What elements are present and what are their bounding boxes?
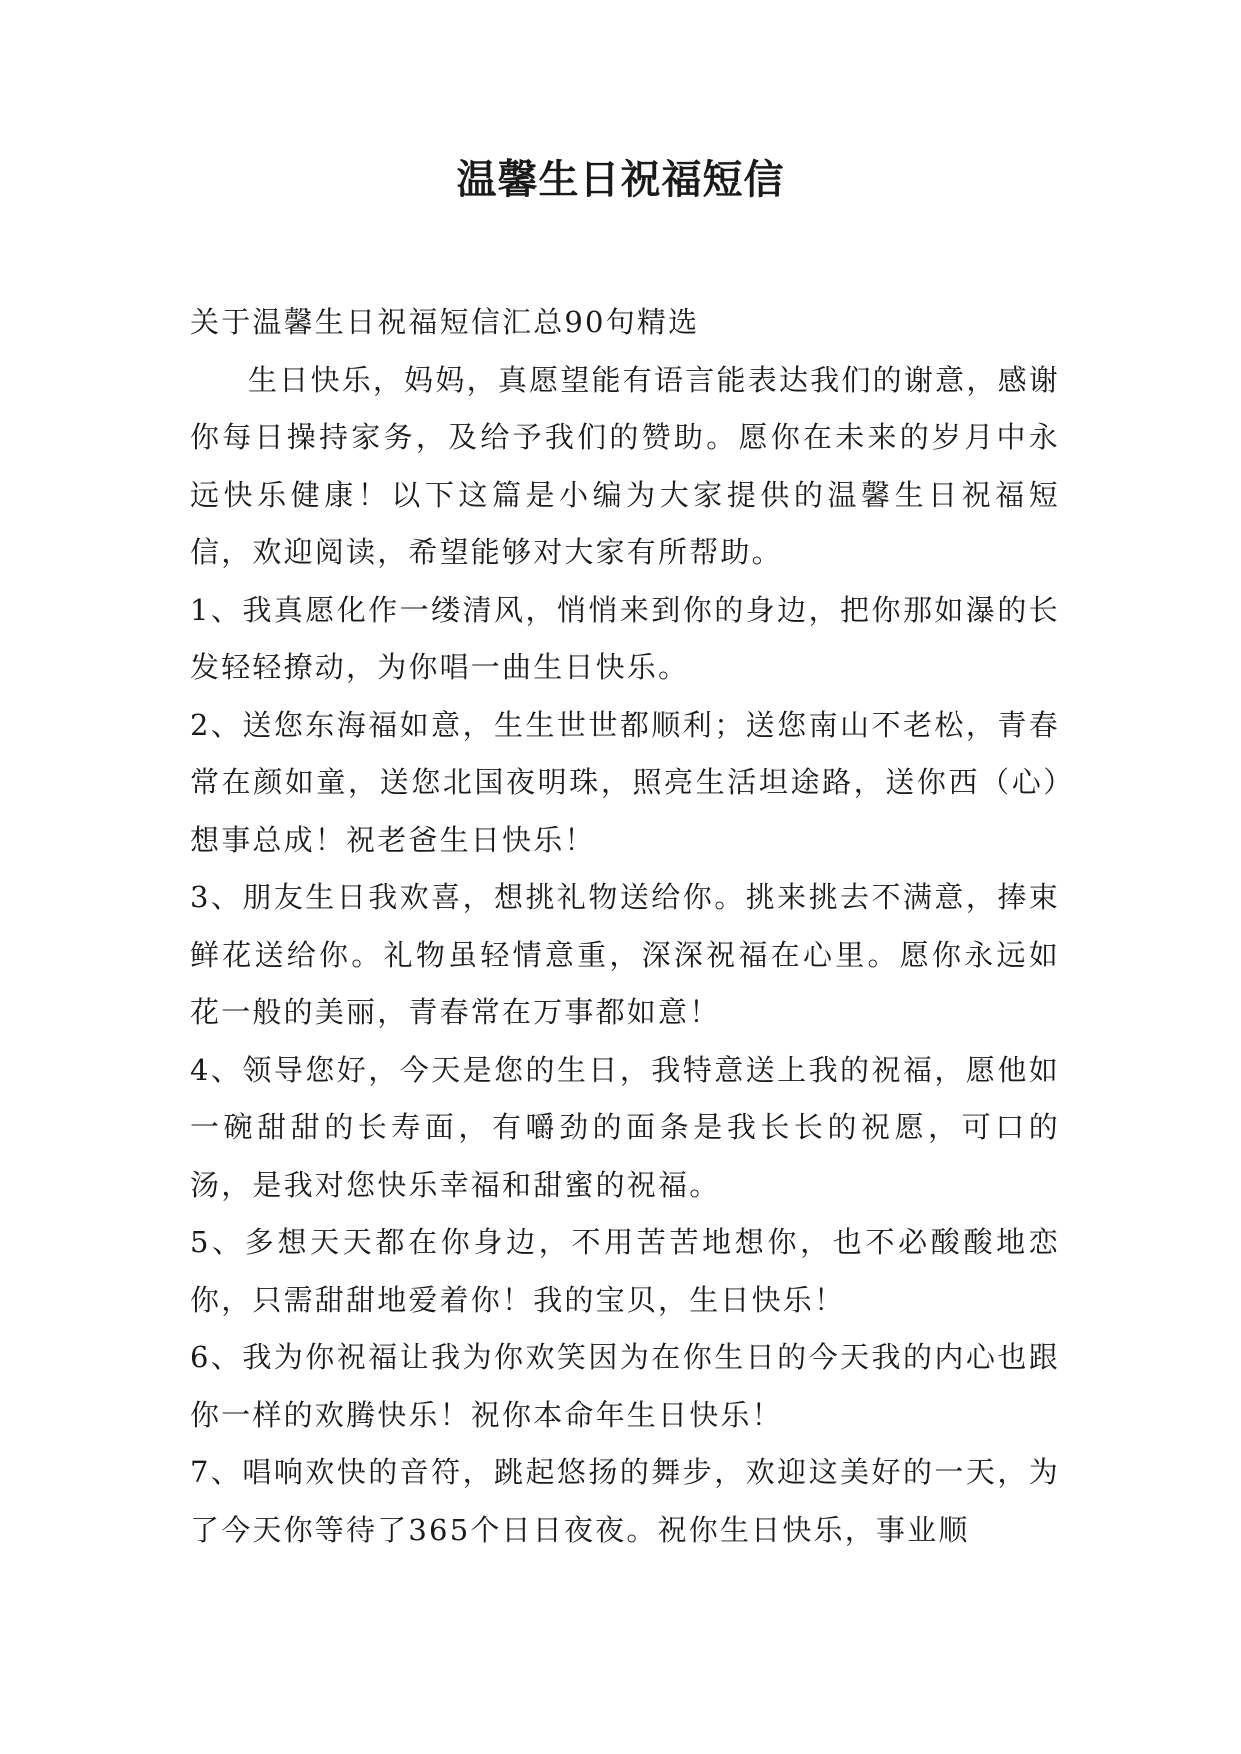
document-body [190,294,1060,1559]
intro-paragraph: 生日快乐，妈妈，真愿望能有语言能表达我们的谢意，感谢你每日操持家务，及给予我们的赞助。愿你在未来的岁月中永远快乐健康！以下这篇是小编为大家提供的温馨生日祝福短信，欢迎阅读，希望能够对大家有所帮助。 [190,362,1060,569]
list-item: 6、我为你祝福让我为你欢笑因为在你生日的今天我的内心也跟你一样的欢腾快乐！祝你本命年生日快乐！ [190,1340,1060,1432]
list-item: 1、我真愿化作一缕清风，悄悄来到你的身边，把你那如瀑的长发轻轻撩动，为你唱一曲生日快乐。 [190,592,1060,684]
list-item: 7、唱响欢快的音符，跳起悠扬的舞步，欢迎这美好的一天，为了今天你等待了365个日日夜夜。祝你生日快乐，事业顺 [190,1455,1060,1547]
list-item: 4、领导您好，今天是您的生日，我特意送上我的祝福，愿他如一碗甜甜的长寿面，有嚼劲的面条是我长长的祝愿，可口的汤，是我对您快乐幸福和甜蜜的祝福。 [190,1052,1060,1202]
document-title: 温馨生日祝福短信 [456,157,785,203]
document-subtitle: 关于温馨生日祝福短信汇总90句精选 [190,305,700,339]
list-item: 5、多想天天都在你身边，不用苦苦地想你，也不必酸酸地恋你，只需甜甜地爱着你！我的宝贝，生日快乐！ [190,1225,1060,1317]
list-item: 3、朋友生日我欢喜，想挑礼物送给你。挑来挑去不满意，捧束鲜花送给你。礼物虽轻情意重，深深祝福在心里。愿你永远如花一般的美丽，青春常在万事都如意！ [190,880,1060,1029]
list-item: 2、送您东海福如意，生生世世都顺利；送您南山不老松，青春常在颜如童，送您北国夜明珠，照亮生活坦途路，送你西（心）想事总成！祝老爸生日快乐！ [190,707,1060,857]
